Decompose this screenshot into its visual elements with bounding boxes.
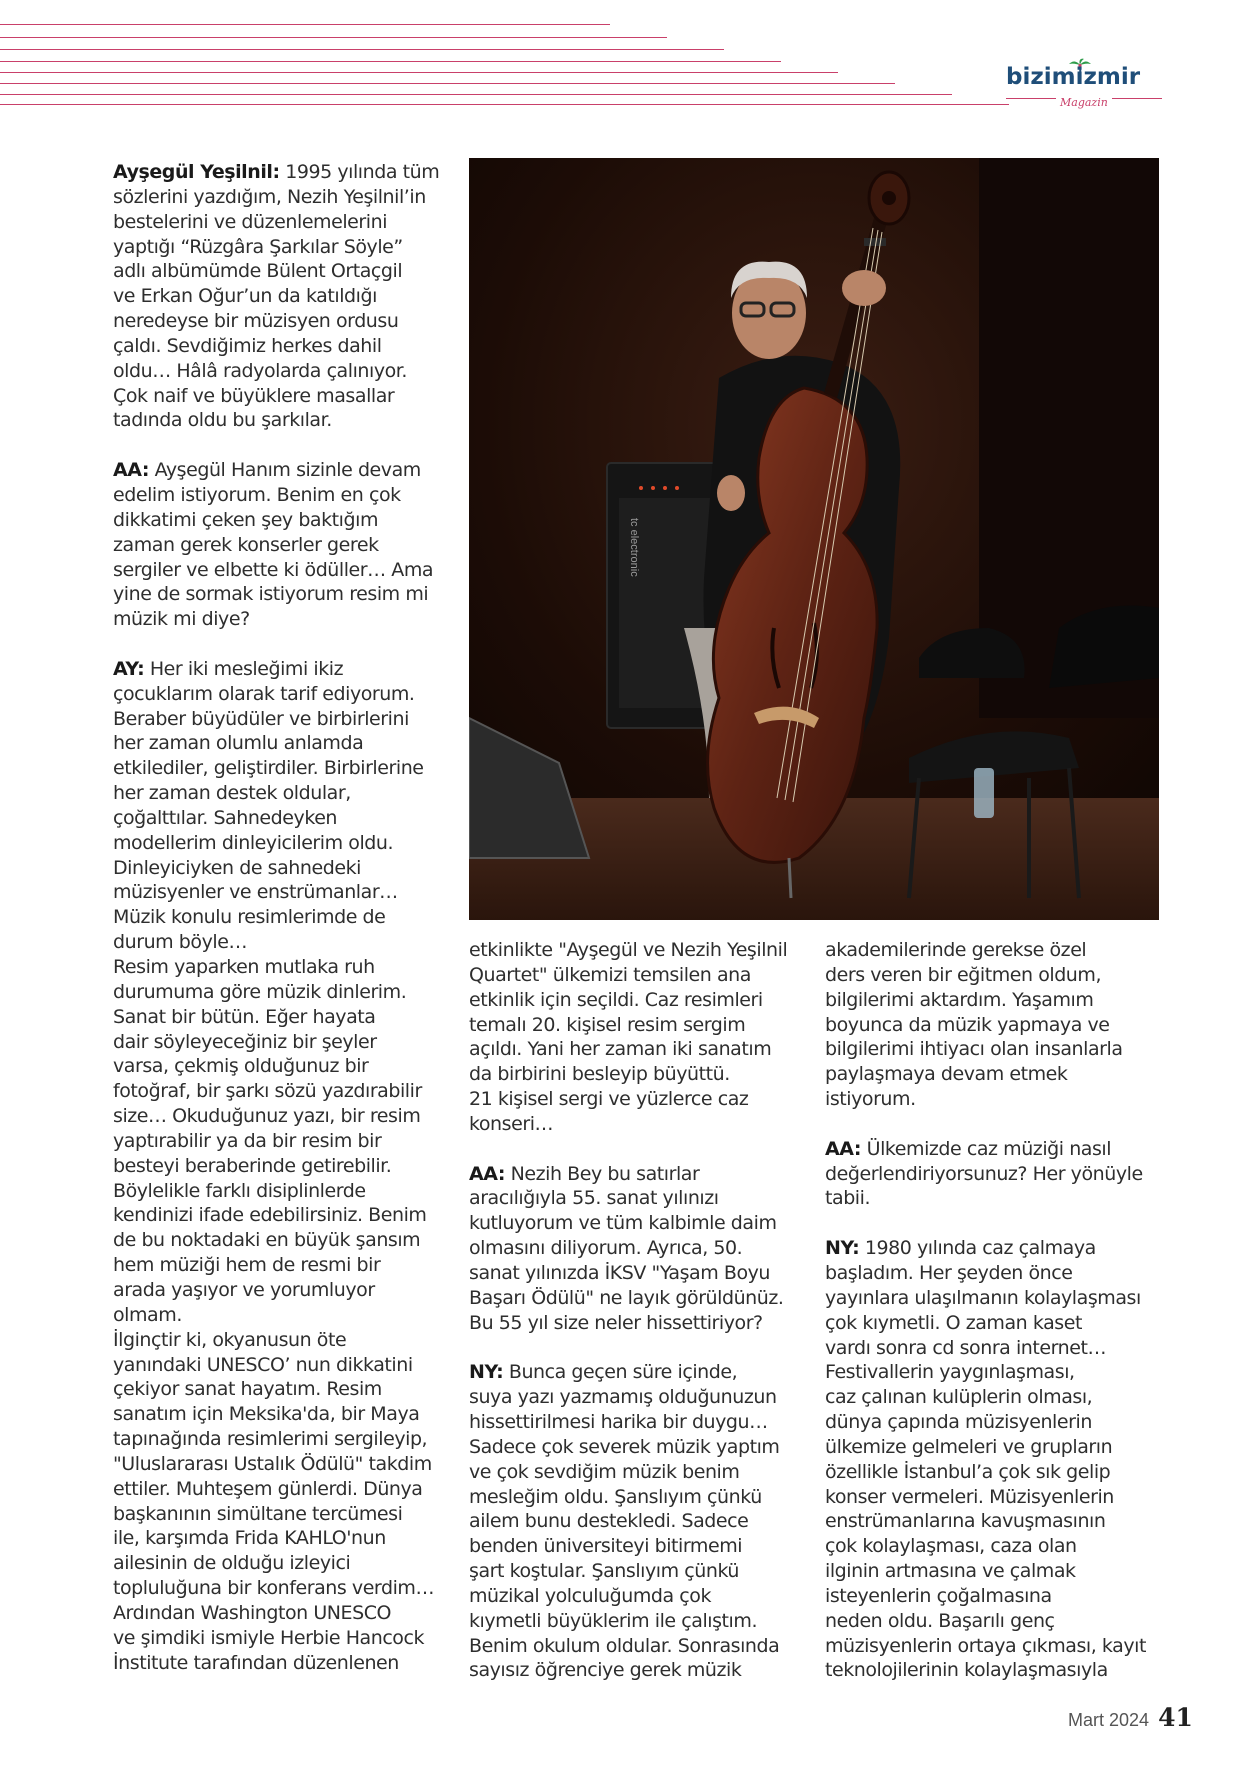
article-line: [825, 1062, 1165, 1087]
article-line: [469, 1485, 809, 1510]
paragraph-gap: [113, 632, 451, 657]
line-text: besteyi beraberinde getirebilir.: [113, 1154, 392, 1177]
article-line: [825, 1435, 1165, 1460]
article-line: [113, 408, 451, 433]
line-text: isteyenlerin çoğalmasına: [825, 1584, 1052, 1607]
logo-subtitle: Magazin: [1056, 96, 1112, 109]
line-text: etkinlikte "Ayşegül ve Nezih Yeşilnil: [469, 939, 788, 961]
speaker-label: AA:: [469, 1162, 506, 1185]
line-text: bilgilerimi ihtiyacı olan insanlarla: [825, 1038, 1123, 1061]
magazine-logo: [1006, 58, 1168, 112]
line-text: teknolojilerinin kolaylaşmasıyla: [825, 1659, 1108, 1682]
line-text: aracılığıyla 55. sanat yılınızı: [469, 1187, 719, 1210]
line-text: bilgilerimi aktardım. Yaşamım: [825, 988, 1094, 1011]
line-text: yaptırabilir ya da bir resim bir: [113, 1129, 382, 1152]
line-text: yayınlara ulaşılmanın kolaylaşması: [825, 1286, 1141, 1309]
line-text: konseri…: [469, 1112, 554, 1135]
line-text: etkinlik için seçildi. Caz resimleri: [469, 988, 763, 1011]
line-text: her zaman olumlu anlamda: [113, 732, 364, 755]
line-text: Ardından Washington UNESCO: [113, 1601, 392, 1624]
article-line: [113, 806, 451, 831]
line-text: ve Erkan Oğur’un da katıldığı: [113, 285, 377, 308]
article-line: [825, 1162, 1165, 1187]
paragraph-gap: [825, 1211, 1165, 1236]
article-line: [113, 1328, 451, 1353]
line-text: değerlendiriyorsunuz? Her yönüyle: [825, 1162, 1143, 1185]
article-line: [825, 1534, 1165, 1559]
article-line: [113, 1576, 451, 1601]
article-line: [113, 1353, 451, 1378]
line-text: boyunca da müzik yapmaya ve: [825, 1013, 1110, 1036]
line-text: 1995 yılında tüm: [285, 161, 440, 183]
article-line: [113, 1154, 451, 1179]
line-text: tapınağında resimlerimi sergileyip,: [113, 1428, 428, 1451]
line-text: Bu 55 yıl size neler hissettiriyor?: [469, 1311, 763, 1334]
line-text: yaptığı “Rüzgâra Şarkılar Söyle”: [113, 235, 403, 258]
line-text: çok kolaylaşması, caza olan: [825, 1535, 1077, 1558]
article-line: [469, 1286, 809, 1311]
article-line: [825, 1485, 1165, 1510]
line-text: İlginçtir ki, okyanusun öte: [113, 1328, 347, 1351]
article-line: [113, 1502, 451, 1527]
article-line: [825, 1385, 1165, 1410]
speaker-label: AA:: [113, 459, 150, 482]
article-line: [469, 1410, 809, 1435]
line-text: enstrümanlarına kavuşmasının: [825, 1510, 1106, 1533]
line-text: ettiler. Muhteşem günlerdi. Dünya: [113, 1477, 423, 1500]
article-line: [825, 1658, 1165, 1683]
article-line: [113, 930, 451, 955]
double-bass-player-photo: [469, 158, 1159, 920]
line-text: tabii.: [825, 1187, 871, 1210]
line-text: sanat yılınızda İKSV "Yaşam Boyu: [469, 1261, 771, 1284]
line-text: varsa, çekmiş olduğunuz bir: [113, 1055, 369, 1078]
line-text: ülkemize gelmeleri ve grupların: [825, 1435, 1113, 1458]
article-line: [113, 1104, 451, 1129]
article-line: [113, 1005, 451, 1030]
article-line: [469, 1385, 809, 1410]
article-line: [113, 309, 451, 334]
line-text: ilginin artmasına ve çalmak: [825, 1560, 1076, 1583]
line-text: özellikle İstanbul’a çok sık gelip: [825, 1460, 1111, 1483]
article-line: [113, 756, 451, 781]
line-text: Sadece çok severek müzik yaptım: [469, 1435, 780, 1458]
line-text: Sanat bir bütün. Eğer hayata: [113, 1005, 376, 1028]
article-line: [825, 988, 1165, 1013]
line-text: Quartet" ülkemizi temsilen ana: [469, 963, 751, 986]
line-text: da birbirini besleyip büyüttü.: [469, 1063, 730, 1086]
line-text: tadında oldu bu şarkılar.: [113, 409, 332, 432]
article-line: [113, 980, 451, 1005]
article-line: [825, 1410, 1165, 1435]
article-line: [469, 1634, 809, 1659]
article-line: [469, 1360, 809, 1385]
line-text: olmam.: [113, 1303, 182, 1326]
article-line: [113, 1477, 451, 1502]
line-text: akademilerinde gerekse özel: [825, 939, 1087, 961]
article-line: [113, 284, 451, 309]
paragraph-gap: [469, 1336, 809, 1361]
article-line: [469, 1584, 809, 1609]
line-text: 21 kişisel sergi ve yüzlerce caz: [469, 1088, 749, 1111]
speaker-label: AY:: [113, 657, 145, 680]
line-text: dikkatimi çeken şey baktığım: [113, 508, 378, 531]
article-column-2: [469, 938, 809, 1683]
article-line: [113, 607, 451, 632]
article-line: [113, 1551, 451, 1576]
line-text: Resim yaparken mutlaka ruh: [113, 956, 375, 978]
line-text: çoğalttılar. Sahnedeyken: [113, 806, 338, 829]
line-text: dünya çapında müzisyenlerin: [825, 1411, 1092, 1434]
article-line: [825, 1013, 1165, 1038]
article-line: [113, 955, 451, 980]
line-text: caz çalınan kulüplerin olması,: [825, 1386, 1093, 1409]
logo-brand-text: bizimizmir: [1006, 64, 1141, 90]
line-text: neredeyse bir müzisyen ordusu: [113, 310, 399, 333]
article-line: [113, 707, 451, 732]
page-footer: [1068, 1703, 1193, 1732]
article-line: [469, 1534, 809, 1559]
line-text: şart koştular. Şanslıyım çünkü: [469, 1560, 740, 1583]
article-line: [113, 359, 451, 384]
line-text: "Uluslararası Ustalık Ödülü" takdim: [113, 1452, 432, 1475]
article-line: [825, 1087, 1165, 1112]
article-line: [469, 988, 809, 1013]
line-text: sanatım için Meksika'da, bir Maya: [113, 1403, 420, 1426]
article-line: [825, 1286, 1165, 1311]
paragraph-gap: [825, 1112, 1165, 1137]
line-text: hem müziği hem de resmi bir: [113, 1254, 381, 1277]
article-line: [113, 1079, 451, 1104]
line-text: yine de sormak istiyorum resim mi: [113, 583, 429, 606]
article-line: [825, 1137, 1165, 1162]
speaker-label: NY:: [469, 1361, 504, 1384]
line-text: dair söyleyeceğiniz bir şeyler: [113, 1030, 377, 1053]
article-line: [113, 1377, 451, 1402]
line-text: çekiyor sanat hayatım. Resim: [113, 1378, 382, 1401]
article-line: [113, 160, 451, 185]
line-text: etkilediler, geliştirdiler. Birbirlerine: [113, 757, 424, 780]
article-line: [825, 1509, 1165, 1534]
line-text: Festivallerin yaygınlaşması,: [825, 1361, 1075, 1384]
article-line: [825, 1460, 1165, 1485]
article-line: [113, 1303, 451, 1328]
line-text: durumuma göre müzik dinlerim.: [113, 980, 407, 1003]
article-line: [469, 1162, 809, 1187]
article-line: [469, 1236, 809, 1261]
article-line: [113, 458, 451, 483]
article-line: [825, 1559, 1165, 1584]
line-text: Nezih Bey bu satırlar: [510, 1162, 700, 1185]
line-text: Ayşegül Hanım sizinle devam: [154, 459, 421, 482]
article-line: [113, 1054, 451, 1079]
article-line: [113, 185, 451, 210]
article-line: [113, 384, 451, 409]
line-text: size… Okuduğunuz yazı, bir resim: [113, 1105, 421, 1128]
article-line: [469, 1460, 809, 1485]
line-text: sergiler ve elbette ki ödüller… Ama: [113, 558, 434, 581]
line-text: müzikal yolculuğumda çok: [469, 1584, 712, 1607]
line-text: kıymetli büyüklerim ile çalıştım.: [469, 1609, 758, 1632]
header-decorative-lines: [0, 0, 1010, 110]
article-line: [825, 1360, 1165, 1385]
line-text: topluluğuna bir konferans verdim…: [113, 1577, 435, 1600]
line-text: sözlerini yazdığım, Nezih Yeşilnil’in: [113, 185, 426, 208]
article-line: [113, 1651, 451, 1676]
line-text: 1980 yılında caz çalmaya: [864, 1237, 1096, 1260]
article-line: [113, 1030, 451, 1055]
article-line: [469, 1013, 809, 1038]
article-line: [469, 1062, 809, 1087]
line-text: benden üniversiteyi bitirmemi: [469, 1535, 743, 1558]
article-line: [113, 1526, 451, 1551]
line-text: çok kıymetli. O zaman kaset: [825, 1311, 1082, 1334]
line-text: ve şimdiki ismiyle Herbie Hancock: [113, 1626, 425, 1649]
line-text: ders veren bir eğitmen oldum,: [825, 963, 1102, 986]
line-text: İnstitute tarafından düzenlenen: [113, 1651, 399, 1674]
line-text: çocuklarım olarak tarif ediyorum.: [113, 682, 415, 705]
speaker-label: NY:: [825, 1237, 860, 1260]
article-line: [469, 1311, 809, 1336]
line-text: kendinizi ifade edebilirsiniz. Benim: [113, 1204, 427, 1227]
line-text: neden oldu. Başarılı genç: [825, 1609, 1055, 1632]
line-text: konser vermeleri. Müzisyenlerin: [825, 1485, 1114, 1508]
line-text: Ülkemizde caz müziği nasıl: [866, 1137, 1112, 1160]
line-text: bestelerini ve düzenlemelerini: [113, 210, 388, 233]
line-text: müzisyenlerin ortaya çıkması, kayıt: [825, 1634, 1146, 1657]
line-text: paylaşmaya devam etmek: [825, 1063, 1068, 1086]
article-column-1: [113, 160, 451, 1675]
article-line: [469, 1559, 809, 1584]
article-column-3: [825, 938, 1165, 1683]
article-line: [469, 1658, 809, 1683]
article-line: [469, 1087, 809, 1112]
line-text: çaldı. Sevdiğimiz herkes dahil: [113, 334, 382, 357]
line-text: istiyorum.: [825, 1088, 916, 1111]
line-text: Müzik konulu resimlerimde de: [113, 906, 386, 929]
line-text: de bu noktadaki en büyük şansım: [113, 1229, 421, 1252]
article-line: [113, 210, 451, 235]
line-text: ailesinin de olduğu izleyici: [113, 1552, 351, 1575]
issue-date: Mart 2024: [1068, 1710, 1150, 1730]
line-text: her zaman destek oldular,: [113, 782, 351, 805]
article-line: [113, 582, 451, 607]
line-text: Bunca geçen süre içinde,: [508, 1361, 738, 1384]
article-line: [113, 259, 451, 284]
line-text: sayısız öğrenciye gerek müzik: [469, 1659, 742, 1682]
line-text: Beraber büyüdüler ve birbirlerini: [113, 707, 409, 730]
line-text: fotoğraf, bir şarkı sözü yazdırabilir: [113, 1080, 422, 1103]
article-line: [825, 1311, 1165, 1336]
article-line: [825, 1236, 1165, 1261]
article-line: [469, 963, 809, 988]
article-line: [113, 508, 451, 533]
line-text: Böylelikle farklı disiplinlerde: [113, 1179, 366, 1202]
article-line: [469, 1112, 809, 1137]
line-text: olmasını diliyorum. Ayrıca, 50.: [469, 1237, 743, 1260]
article-line: [113, 731, 451, 756]
paragraph-gap: [469, 1137, 809, 1162]
amplifier-brand-label: tc electronic: [628, 518, 640, 577]
line-text: müzik mi diye?: [113, 608, 250, 631]
line-text: vardı sonra cd sonra internet…: [825, 1336, 1107, 1359]
line-text: oldu… Hâlâ radyolarda çalınıyor.: [113, 359, 408, 382]
line-text: Benim okulum oldular. Sonrasında: [469, 1634, 780, 1657]
article-line: [113, 334, 451, 359]
article-line: [113, 831, 451, 856]
article-line: [825, 1186, 1165, 1211]
line-text: yanındaki UNESCO’ nun dikkatini: [113, 1353, 413, 1376]
speaker-label: AA:: [825, 1137, 862, 1160]
article-line: [113, 1253, 451, 1278]
article-line: [469, 1211, 809, 1236]
line-text: hissettirilmesi harika bir duygu…: [469, 1411, 768, 1434]
article-line: [113, 1203, 451, 1228]
line-text: mesleğim oldu. Şanslıyım çünkü: [469, 1485, 762, 1508]
article-line: [113, 1129, 451, 1154]
article-line: [113, 880, 451, 905]
article-line: [825, 1037, 1165, 1062]
article-line: [113, 533, 451, 558]
line-text: Her iki mesleğimi ikiz: [149, 657, 344, 680]
line-text: ve çok sevdiğim müzik benim: [469, 1460, 740, 1483]
page-number: 41: [1158, 1703, 1193, 1732]
article-line: [825, 938, 1165, 963]
article-line: [469, 938, 809, 963]
article-line: [113, 483, 451, 508]
article-line: [113, 905, 451, 930]
article-line: [113, 682, 451, 707]
line-text: temalı 20. kişisel resim sergim: [469, 1013, 746, 1036]
line-text: Başarı Ödülü" ne layık görüldünüz.: [469, 1286, 784, 1309]
article-line: [113, 1402, 451, 1427]
line-text: müzisyenler ve enstrümanlar…: [113, 881, 398, 904]
article-line: [825, 963, 1165, 988]
line-text: başladım. Her şeyden önce: [825, 1261, 1073, 1284]
line-text: adlı albümümde Bülent Ortaçgil: [113, 260, 403, 283]
article-line: [469, 1261, 809, 1286]
paragraph-gap: [113, 433, 451, 458]
article-line: [469, 1509, 809, 1534]
line-text: arada yaşıyor ve yorumluyor: [113, 1278, 375, 1301]
article-line: [113, 856, 451, 881]
line-text: zaman gerek konserler gerek: [113, 533, 379, 556]
line-text: kutluyorum ve tüm kalbimle daim: [469, 1212, 777, 1235]
line-text: Çok naif ve büyüklere masallar: [113, 384, 395, 407]
article-line: [113, 1278, 451, 1303]
line-text: modellerim dinleyicilerim oldu.: [113, 831, 394, 854]
article-line: [113, 781, 451, 806]
article-line: [825, 1609, 1165, 1634]
article-line: [113, 1427, 451, 1452]
article-line: [113, 235, 451, 260]
article-line: [113, 1179, 451, 1204]
article-line: [113, 1228, 451, 1253]
line-text: başkanının simültane tercümesi: [113, 1502, 403, 1525]
article-line: [825, 1584, 1165, 1609]
line-text: ailem bunu destekledi. Sadece: [469, 1510, 749, 1533]
line-text: edelim istiyorum. Benim en çok: [113, 483, 401, 506]
article-line: [113, 1452, 451, 1477]
article-line: [825, 1336, 1165, 1361]
article-line: [469, 1435, 809, 1460]
article-line: [469, 1186, 809, 1211]
article-line: [113, 558, 451, 583]
article-line: [113, 1601, 451, 1626]
article-line: [469, 1037, 809, 1062]
speaker-label: Ayşegül Yeşilnil:: [113, 161, 280, 183]
line-text: durum böyle…: [113, 931, 248, 954]
line-text: açıldı. Yani her zaman iki sanatım: [469, 1038, 772, 1061]
line-text: suya yazı yazmamış olduğunuzun: [469, 1386, 777, 1409]
article-line: [113, 657, 451, 682]
article-line: [825, 1261, 1165, 1286]
article-line: [469, 1609, 809, 1634]
article-line: [825, 1634, 1165, 1659]
line-text: ile, karşımda Frida KAHLO'nun: [113, 1527, 386, 1550]
article-line: [113, 1626, 451, 1651]
line-text: Dinleyiciyken de sahnedeki: [113, 856, 361, 879]
